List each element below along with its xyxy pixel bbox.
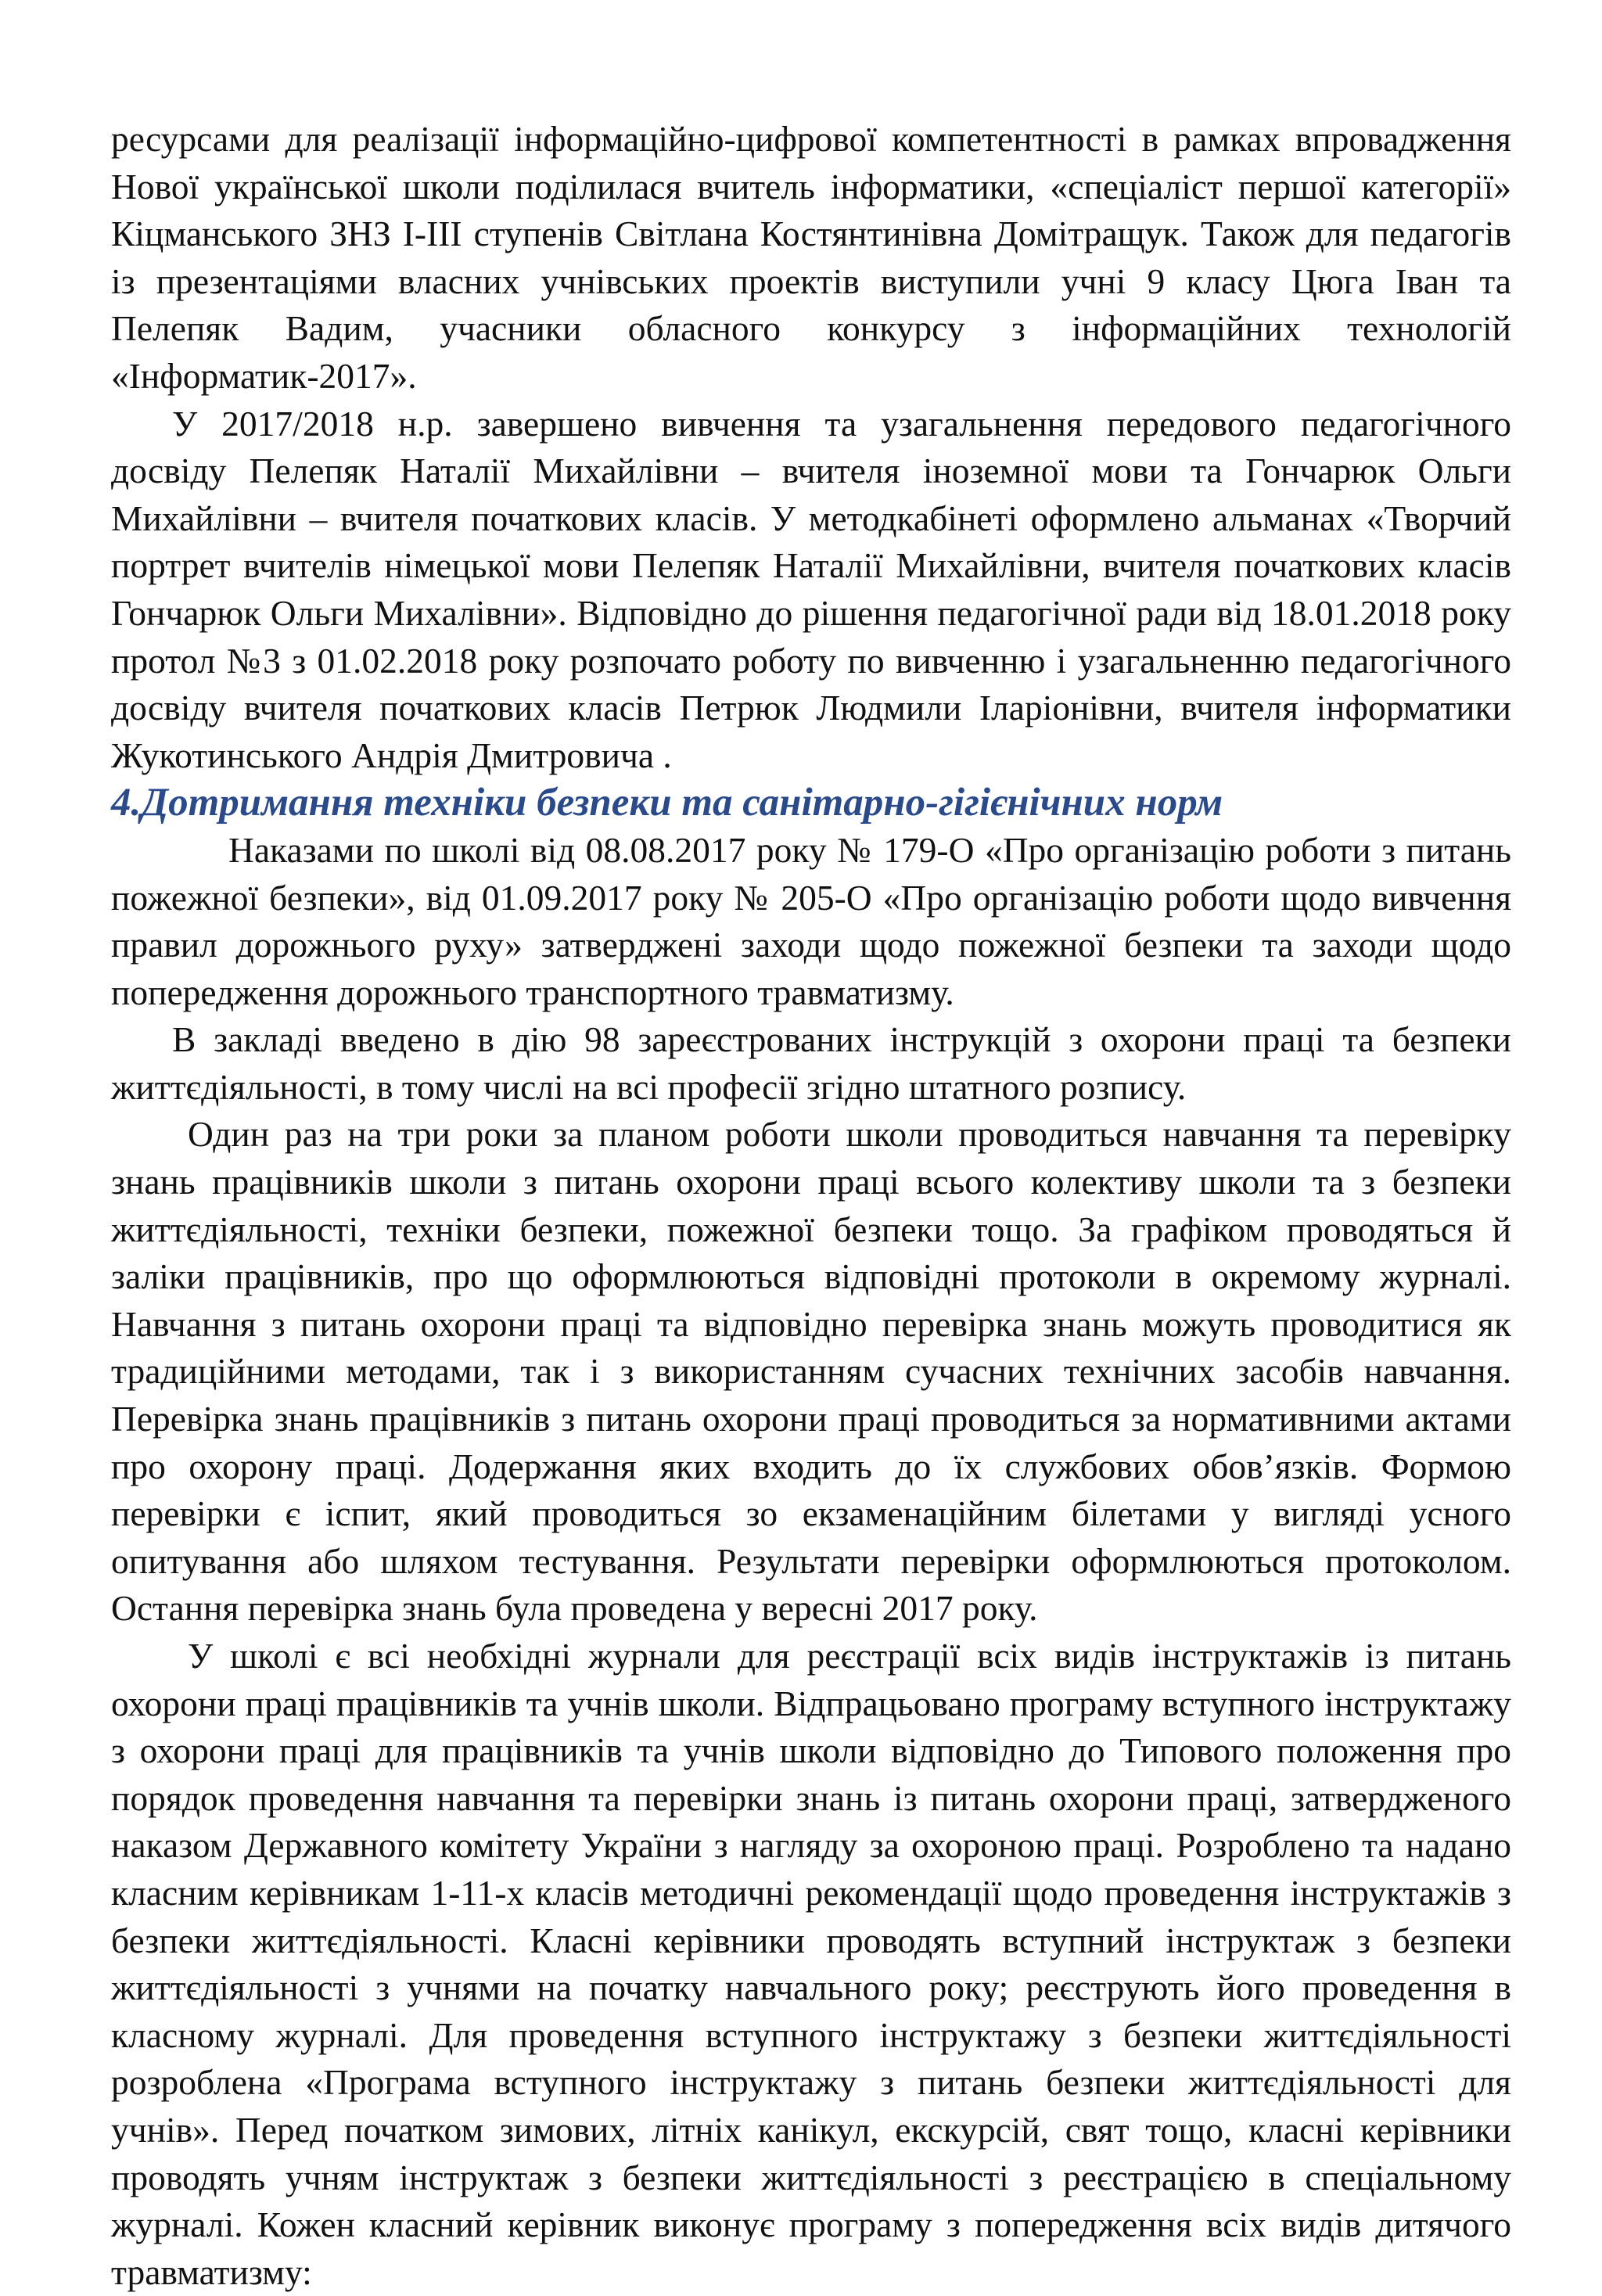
paragraph-school-orders: Наказами по школі від 08.08.2017 року № 179-О «Про організацію роботи з питань пожежної безпеки», від 01.09.2017 року № 205-О «Про організацію роботи щодо вивчення правил дорожнього руху» затверджені заходи щодо пожежної безпеки та заходи щодо попередження дорожнього транспортного травматизму. (111, 829, 1511, 1012)
section-heading-safety: 4.Дотримання техніки безпеки та санітарно-гігієнічних норм (111, 781, 1223, 825)
document-page (111, 116, 1511, 2296)
paragraph-digital-competence: ресурсами для реалізації інформаційно-цифрової компетентності в рамках впровадження Нової української школи поділилася вчитель інформатики, «спеціаліст першої категорії» Кіцманського ЗНЗ І-ІІІ ступенів Світлана Костянтинівна Домітращук. Також для педагогів із презентаціями власних учнівських проектів виступили учні 9 класу Цюга Іван та Пелепяк Вадим, учасники обласного конкурсу з інформаційних технологій «Інформатик-2017». (111, 119, 1511, 396)
paragraph-experience-study: У 2017/2018 н.р. завершено вивчення та узагальнення передового педагогічного досвіду Пелепяк Наталії Михайлівни – вчителя іноземної мови та Гончарюк Ольги Михайлівни – вчителя початкових класів. У методкабінеті оформлено альманах «Творчий портрет вчителів німецької мови Пелепяк Наталії Михайлівни, вчителя початкових класів Гончарюк Ольги Михалівни». Відповідно до рішення педагогічної ради від 18.01.2018 року протол №3 з 01.02.2018 року розпочато роботу по вивченню і узагальненню педагогічного досвіду вчителя початкових класів Петрюк Людмили Іларіонівни, вчителя інформатики Жукотинського Андрія Дмитровича . (111, 403, 1511, 775)
paragraph-briefing-journals: У школі є всі необхідні журнали для реєстрації всіх видів інструктажів із питань охорони праці працівників та учнів школи. Відпрацьовано програму вступного інструктажу з охорони праці для працівників та учнів школи відповідно до Типового положення про порядок проведення навчання та перевірки знань із питань охорони праці, затвердженого наказом Державного комітету України з нагляду за охороною праці. Розроблено та надано класним керівникам 1-11-х класів методичні рекомендації щодо проведення інструктажів з безпеки життєдіяльності. Класні керівники проводять вступний інструктаж з безпеки життєдіяльності з учнями на початку навчального року; реєструють його проведення в класному журналі. Для проведення вступного інструктажу з безпеки життєдіяльності розроблена «Програма вступного інструктажу з питань безпеки життєдіяльності для учнів». Перед початком зимових, літніх канікул, екскурсій, свят тощо, класні керівники проводять учням інструктаж з безпеки життєдіяльності з реєстрацією в спеціальному журналі. Кожен класний керівник виконує програму з попередження всіх видів дитячого травматизму: (111, 1636, 1511, 2292)
paragraph-staff-training: Один раз на три роки за планом роботи школи проводиться навчання та перевірку знань працівників школи з питань охорони праці всього колективу школи та з безпеки життєдіяльності, техніки безпеки, пожежної безпеки тощо. За графіком проводяться й заліки працівників, про що оформлюються відповідні протоколи в окремому журналі. Навчання з питань охорони праці та відповідно перевірка знань можуть проводитися як традиційними методами, так і з використанням сучасних технічних засобів навчання. Перевірка знань працівників з питань охорони праці проводиться за нормативними актами про охорону праці. Додержання яких входить до їх службових обов’язків. Формою перевірки є іспит, який проводиться зо екзаменаційним білетами у вигляді усного опитування або шляхом тестування. Результати перевірки оформлюються протоколом. Остання перевірка знань була проведена у вересні 2017 року. (111, 1114, 1511, 1629)
paragraph-instructions: В закладі введено в дію 98 зареєстрованих інструкцій з охорони праці та безпеки життєдіяльності, в тому числі на всі професії згідно штатного розпису. (111, 1019, 1511, 1107)
